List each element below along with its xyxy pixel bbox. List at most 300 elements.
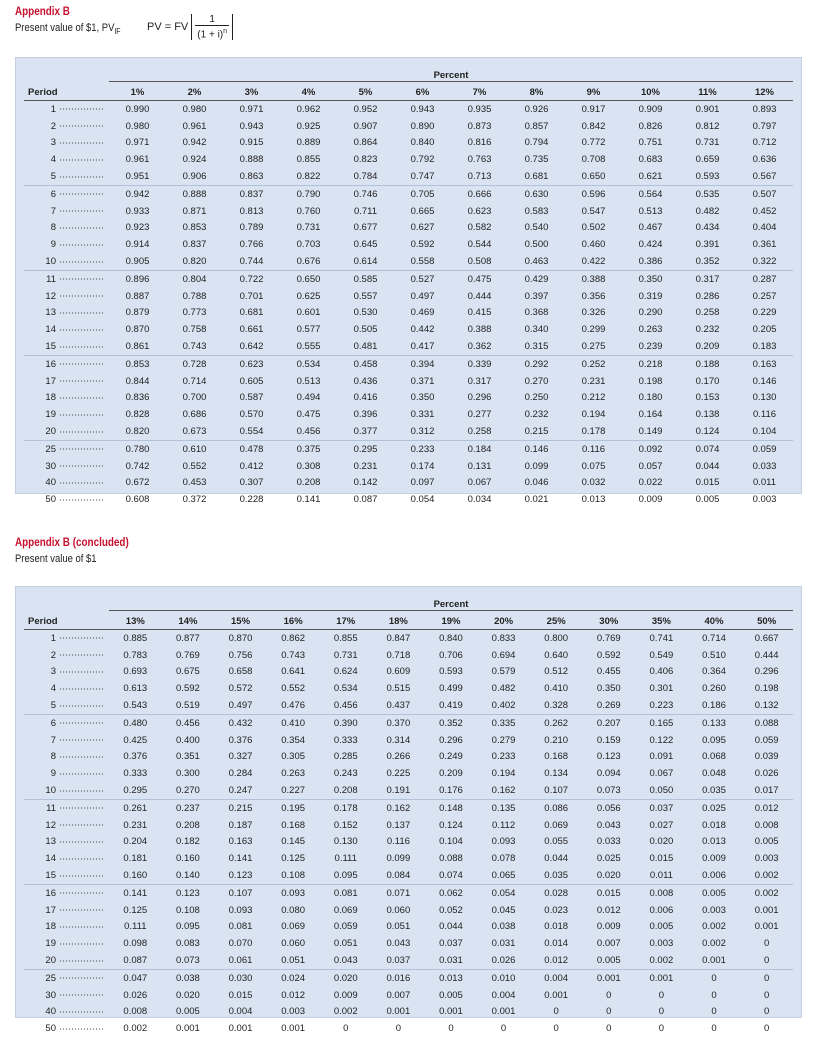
table-row — [24, 458, 793, 475]
value-cell: 0.249 — [425, 749, 478, 766]
value-cell: 0.252 — [565, 355, 622, 372]
value-cell: 0.790 — [280, 185, 337, 202]
value-cell: 0.187 — [214, 817, 267, 834]
value-cell: 0.372 — [166, 491, 223, 508]
value-cell: 0.924 — [166, 151, 223, 168]
table-row — [24, 902, 793, 919]
value-cell: 0.133 — [688, 714, 741, 731]
value-cell: 0.512 — [530, 664, 583, 681]
value-cell: 0.296 — [451, 390, 508, 407]
value-cell: 0.756 — [214, 647, 267, 664]
rate-header: 4% — [280, 84, 337, 101]
value-cell: 0.305 — [267, 749, 320, 766]
value-cell: 0.887 — [109, 288, 166, 305]
value-cell: 0.212 — [565, 390, 622, 407]
value-cell: 0.943 — [223, 118, 280, 135]
value-cell: 0.760 — [280, 203, 337, 220]
value-cell: 0.482 — [679, 203, 736, 220]
rate-header: 11% — [679, 84, 736, 101]
period-cell — [24, 203, 109, 220]
value-cell: 0.412 — [223, 458, 280, 475]
value-cell: 0.148 — [425, 799, 478, 816]
value-cell: 0.312 — [394, 423, 451, 440]
value-cell: 0.980 — [109, 118, 166, 135]
value-cell: 0.722 — [223, 270, 280, 287]
value-cell: 0.780 — [109, 440, 166, 457]
value-cell: 0.091 — [635, 749, 688, 766]
value-cell: 0.610 — [166, 440, 223, 457]
table-row — [24, 714, 793, 731]
value-cell: 0.003 — [736, 491, 793, 508]
rate-header: 25% — [530, 613, 583, 630]
value-cell: 0.207 — [582, 714, 635, 731]
value-cell: 0.592 — [162, 680, 215, 697]
period-cell — [24, 884, 109, 901]
period-cell — [24, 151, 109, 168]
value-cell: 0.659 — [679, 151, 736, 168]
value-cell: 0.570 — [223, 406, 280, 423]
value-cell: 0.086 — [530, 799, 583, 816]
value-cell: 0.163 — [214, 834, 267, 851]
period-value: 40 — [38, 1006, 56, 1017]
value-cell: 0.942 — [166, 135, 223, 152]
rate-header: 8% — [508, 84, 565, 101]
table-row — [24, 969, 793, 986]
period-cell — [24, 935, 109, 952]
value-cell: 0.836 — [109, 390, 166, 407]
value-cell: 0.763 — [451, 151, 508, 168]
value-cell: 0.231 — [337, 458, 394, 475]
value-cell: 0.510 — [688, 647, 741, 664]
value-cell: 0.124 — [679, 423, 736, 440]
value-cell: 0.003 — [267, 1004, 320, 1021]
value-cell: 0.376 — [109, 749, 162, 766]
table-row — [24, 236, 793, 253]
value-cell: 0.047 — [109, 969, 162, 986]
value-cell: 0.107 — [214, 884, 267, 901]
value-cell: 0.475 — [451, 270, 508, 287]
value-cell: 0.010 — [477, 969, 530, 986]
value-cell: 0.837 — [223, 185, 280, 202]
value-cell: 0.162 — [372, 799, 425, 816]
value-cell: 0.174 — [394, 458, 451, 475]
value-cell: 0.051 — [372, 919, 425, 936]
period-value: 4 — [38, 154, 56, 165]
value-cell: 0.456 — [319, 697, 372, 714]
value-cell: 0.609 — [372, 664, 425, 681]
value-cell: 0.773 — [166, 305, 223, 322]
value-cell: 0.681 — [508, 168, 565, 185]
value-cell: 0.990 — [109, 101, 166, 118]
rate-header: 15% — [214, 613, 267, 630]
period-cell — [24, 440, 109, 457]
value-cell: 0.004 — [477, 987, 530, 1004]
value-cell: 0.456 — [162, 714, 215, 731]
pv-table-1-12 — [24, 66, 793, 508]
table-row — [24, 952, 793, 969]
value-cell: 0.658 — [214, 664, 267, 681]
value-cell: 0.853 — [166, 220, 223, 237]
value-cell: 0.694 — [477, 647, 530, 664]
value-cell: 0.480 — [109, 714, 162, 731]
table-row — [24, 270, 793, 287]
value-cell: 0.322 — [736, 253, 793, 270]
table-row — [24, 151, 793, 168]
rate-header-row — [24, 613, 793, 630]
value-cell: 0.067 — [635, 765, 688, 782]
value-cell: 0.675 — [162, 664, 215, 681]
value-cell: 0.231 — [109, 817, 162, 834]
value-cell: 0.095 — [688, 732, 741, 749]
value-cell: 0.971 — [109, 135, 166, 152]
value-cell: 0.056 — [582, 799, 635, 816]
pv-table-13-50 — [24, 595, 793, 1037]
value-cell: 0.519 — [162, 697, 215, 714]
value-cell: 0.093 — [267, 884, 320, 901]
table-row — [24, 168, 793, 185]
value-cell: 0.368 — [508, 305, 565, 322]
value-cell: 0.543 — [109, 697, 162, 714]
value-cell: 0.186 — [688, 697, 741, 714]
value-cell: 0.914 — [109, 236, 166, 253]
value-cell: 0.111 — [319, 850, 372, 867]
period-cell — [24, 765, 109, 782]
value-cell: 0.370 — [372, 714, 425, 731]
value-cell: 0.397 — [508, 288, 565, 305]
value-cell: 0.376 — [214, 732, 267, 749]
value-cell: 0.614 — [337, 253, 394, 270]
value-cell: 0.499 — [425, 680, 478, 697]
period-value: 5 — [38, 700, 56, 711]
value-cell: 0.797 — [736, 118, 793, 135]
appendix-subtitle — [15, 22, 121, 36]
value-cell: 0.044 — [425, 919, 478, 936]
value-cell: 0.004 — [530, 969, 583, 986]
value-cell: 0.784 — [337, 168, 394, 185]
value-cell: 0.018 — [688, 817, 741, 834]
value-cell: 0.057 — [622, 458, 679, 475]
value-cell: 0.549 — [635, 647, 688, 664]
value-cell: 0.141 — [280, 491, 337, 508]
period-value: 20 — [38, 426, 56, 437]
period-cell — [24, 749, 109, 766]
formula-exponent: n — [223, 28, 227, 35]
value-cell: 0.331 — [394, 406, 451, 423]
value-cell: 0.088 — [425, 850, 478, 867]
value-cell: 0.572 — [214, 680, 267, 697]
table-row — [24, 220, 793, 237]
value-cell: 0.184 — [451, 440, 508, 457]
value-cell: 0.024 — [267, 969, 320, 986]
rate-header: 17% — [319, 613, 372, 630]
value-cell: 0.870 — [214, 630, 267, 647]
rate-header: 19% — [425, 613, 478, 630]
value-cell: 0.223 — [635, 697, 688, 714]
rate-header: 3% — [223, 84, 280, 101]
table-row — [24, 884, 793, 901]
value-cell: 0.429 — [508, 270, 565, 287]
value-cell: 0.417 — [394, 338, 451, 355]
rate-header: 10% — [622, 84, 679, 101]
value-cell: 0.088 — [740, 714, 793, 731]
value-cell: 0.452 — [736, 203, 793, 220]
value-cell: 0.046 — [508, 475, 565, 492]
period-value: 6 — [38, 718, 56, 729]
value-cell: 0.361 — [736, 236, 793, 253]
value-cell: 0.327 — [214, 749, 267, 766]
value-cell: 0.033 — [582, 834, 635, 851]
value-cell: 0.500 — [508, 236, 565, 253]
value-cell: 0.505 — [337, 321, 394, 338]
value-cell: 0.661 — [223, 321, 280, 338]
value-cell: 0.708 — [565, 151, 622, 168]
value-cell: 0.001 — [635, 969, 688, 986]
value-cell: 0.012 — [582, 902, 635, 919]
value-cell: 0.030 — [214, 969, 267, 986]
period-value: 9 — [38, 768, 56, 779]
value-cell: 0.191 — [372, 782, 425, 799]
value-cell: 0.011 — [736, 475, 793, 492]
value-cell: 0.285 — [319, 749, 372, 766]
value-cell: 0.862 — [267, 630, 320, 647]
value-cell: 0.743 — [166, 338, 223, 355]
value-cell: 0.455 — [582, 664, 635, 681]
value-cell: 0.388 — [565, 270, 622, 287]
value-cell: 0.585 — [337, 270, 394, 287]
value-cell: 0.002 — [688, 919, 741, 936]
value-cell: 0.261 — [109, 799, 162, 816]
table-row — [24, 1020, 793, 1037]
value-cell: 0.093 — [214, 902, 267, 919]
period-value: 8 — [38, 751, 56, 762]
value-cell: 0.123 — [162, 884, 215, 901]
value-cell: 0.112 — [477, 817, 530, 834]
formula-denominator — [195, 25, 229, 40]
value-cell: 0.758 — [166, 321, 223, 338]
value-cell: 0.070 — [214, 935, 267, 952]
value-cell: 0.442 — [394, 321, 451, 338]
value-cell: 0.961 — [166, 118, 223, 135]
value-cell: 0.820 — [166, 253, 223, 270]
value-cell: 0.209 — [425, 765, 478, 782]
value-cell: 0.605 — [223, 373, 280, 390]
value-cell: 0 — [372, 1020, 425, 1037]
value-cell: 0.020 — [582, 867, 635, 884]
value-cell: 0.098 — [109, 935, 162, 952]
value-cell: 0.069 — [530, 817, 583, 834]
value-cell: 0.641 — [267, 664, 320, 681]
value-cell: 0.925 — [280, 118, 337, 135]
table-row — [24, 834, 793, 851]
value-cell: 0.587 — [223, 390, 280, 407]
value-cell: 0.364 — [688, 664, 741, 681]
value-cell: 0.952 — [337, 101, 394, 118]
value-cell: 0.840 — [394, 135, 451, 152]
value-cell: 0.001 — [214, 1020, 267, 1037]
value-cell: 0.295 — [337, 440, 394, 457]
value-cell: 0.319 — [622, 288, 679, 305]
period-value: 1 — [38, 104, 56, 115]
value-cell: 0.507 — [736, 185, 793, 202]
period-value: 19 — [38, 938, 56, 949]
table-row — [24, 118, 793, 135]
value-cell: 0.857 — [508, 118, 565, 135]
value-cell: 0.018 — [530, 919, 583, 936]
value-cell: 0.059 — [319, 919, 372, 936]
value-cell: 0.015 — [582, 884, 635, 901]
value-cell: 0.015 — [214, 987, 267, 1004]
value-cell: 0.535 — [679, 185, 736, 202]
value-cell: 0.003 — [740, 850, 793, 867]
value-cell: 0 — [688, 969, 741, 986]
value-cell: 0.006 — [635, 902, 688, 919]
value-cell: 0.497 — [214, 697, 267, 714]
period-cell — [24, 338, 109, 355]
value-cell: 0.008 — [635, 884, 688, 901]
period-cell — [24, 630, 109, 647]
value-cell: 0.162 — [477, 782, 530, 799]
value-cell: 0.540 — [508, 220, 565, 237]
value-cell: 0.747 — [394, 168, 451, 185]
period-cell — [24, 969, 109, 986]
value-cell: 0.009 — [582, 919, 635, 936]
value-cell: 0.623 — [223, 355, 280, 372]
table-row — [24, 373, 793, 390]
formula-numerator: 1 — [209, 14, 215, 25]
value-cell: 0.124 — [425, 817, 478, 834]
value-cell: 0.741 — [635, 630, 688, 647]
rate-header: 7% — [451, 84, 508, 101]
value-cell: 0.068 — [688, 749, 741, 766]
value-cell: 0.980 — [166, 101, 223, 118]
value-cell: 0 — [530, 1020, 583, 1037]
value-cell: 0.847 — [372, 630, 425, 647]
value-cell: 0.788 — [166, 288, 223, 305]
value-cell: 0.005 — [425, 987, 478, 1004]
value-cell: 0.469 — [394, 305, 451, 322]
value-cell: 0.352 — [425, 714, 478, 731]
value-cell: 0.067 — [451, 475, 508, 492]
value-cell: 0.354 — [267, 732, 320, 749]
value-cell: 0.513 — [622, 203, 679, 220]
value-cell: 0.888 — [166, 185, 223, 202]
value-cell: 0.270 — [508, 373, 565, 390]
table-row — [24, 423, 793, 440]
value-cell: 0.099 — [372, 850, 425, 867]
value-cell: 0.350 — [582, 680, 635, 697]
value-cell: 0.017 — [740, 782, 793, 799]
value-cell: 0.007 — [372, 987, 425, 1004]
value-cell: 0.534 — [319, 680, 372, 697]
value-cell: 0.415 — [451, 305, 508, 322]
table-row — [24, 919, 793, 936]
formula-denominator-base: (1 + i) — [197, 29, 223, 40]
value-cell: 0.731 — [280, 220, 337, 237]
value-cell: 0.714 — [166, 373, 223, 390]
value-cell: 0.558 — [394, 253, 451, 270]
value-cell: 0.623 — [451, 203, 508, 220]
value-cell: 0.513 — [280, 373, 337, 390]
value-cell: 0.893 — [736, 101, 793, 118]
value-cell: 0.864 — [337, 135, 394, 152]
formula-fraction — [191, 14, 233, 40]
period-cell — [24, 732, 109, 749]
value-cell: 0.038 — [477, 919, 530, 936]
value-cell: 0.375 — [280, 440, 337, 457]
period-cell — [24, 355, 109, 372]
table-row — [24, 338, 793, 355]
value-cell: 0.013 — [688, 834, 741, 851]
value-cell: 0.515 — [372, 680, 425, 697]
value-cell: 0 — [635, 987, 688, 1004]
value-cell: 0.596 — [565, 185, 622, 202]
value-cell: 0.198 — [740, 680, 793, 697]
value-cell: 0.400 — [162, 732, 215, 749]
value-cell: 0.686 — [166, 406, 223, 423]
table-row — [24, 680, 793, 697]
value-cell: 0.828 — [109, 406, 166, 423]
period-value: 15 — [38, 870, 56, 881]
value-cell: 0.308 — [280, 458, 337, 475]
value-cell: 0 — [425, 1020, 478, 1037]
value-cell: 0.198 — [622, 373, 679, 390]
value-cell: 0.564 — [622, 185, 679, 202]
period-value: 18 — [38, 392, 56, 403]
value-cell: 0 — [688, 1020, 741, 1037]
value-cell: 0.043 — [582, 817, 635, 834]
value-cell: 0.961 — [109, 151, 166, 168]
value-cell: 0.339 — [451, 355, 508, 372]
value-cell: 0.045 — [477, 902, 530, 919]
value-cell: 0.650 — [280, 270, 337, 287]
value-cell: 0.093 — [477, 834, 530, 851]
value-cell: 0.534 — [280, 355, 337, 372]
value-cell: 0.181 — [109, 850, 162, 867]
value-cell: 0.059 — [740, 732, 793, 749]
value-cell: 0.676 — [280, 253, 337, 270]
value-cell: 0.123 — [582, 749, 635, 766]
percent-header — [109, 66, 793, 84]
value-cell: 0.896 — [109, 270, 166, 287]
value-cell: 0.467 — [622, 220, 679, 237]
period-value: 30 — [38, 990, 56, 1001]
value-cell: 0.340 — [508, 321, 565, 338]
period-value: 7 — [38, 735, 56, 746]
value-cell: 0.176 — [425, 782, 478, 799]
value-cell: 0.579 — [477, 664, 530, 681]
value-cell: 0.123 — [214, 867, 267, 884]
value-cell: 0.097 — [394, 475, 451, 492]
value-cell: 0.555 — [280, 338, 337, 355]
value-cell: 0.437 — [372, 697, 425, 714]
value-cell: 0.905 — [109, 253, 166, 270]
value-cell: 0.706 — [425, 647, 478, 664]
table-row — [24, 817, 793, 834]
value-cell: 0.141 — [109, 884, 162, 901]
value-cell: 0.743 — [267, 647, 320, 664]
table-row — [24, 305, 793, 322]
value-cell: 0.095 — [319, 867, 372, 884]
period-value: 7 — [38, 206, 56, 217]
value-cell: 0.885 — [109, 630, 162, 647]
rate-header: 30% — [582, 613, 635, 630]
period-cell — [24, 680, 109, 697]
value-cell: 0.239 — [622, 338, 679, 355]
value-cell: 0.149 — [622, 423, 679, 440]
value-cell: 0.031 — [477, 935, 530, 952]
value-cell: 0.295 — [109, 782, 162, 799]
value-cell: 0.080 — [267, 902, 320, 919]
